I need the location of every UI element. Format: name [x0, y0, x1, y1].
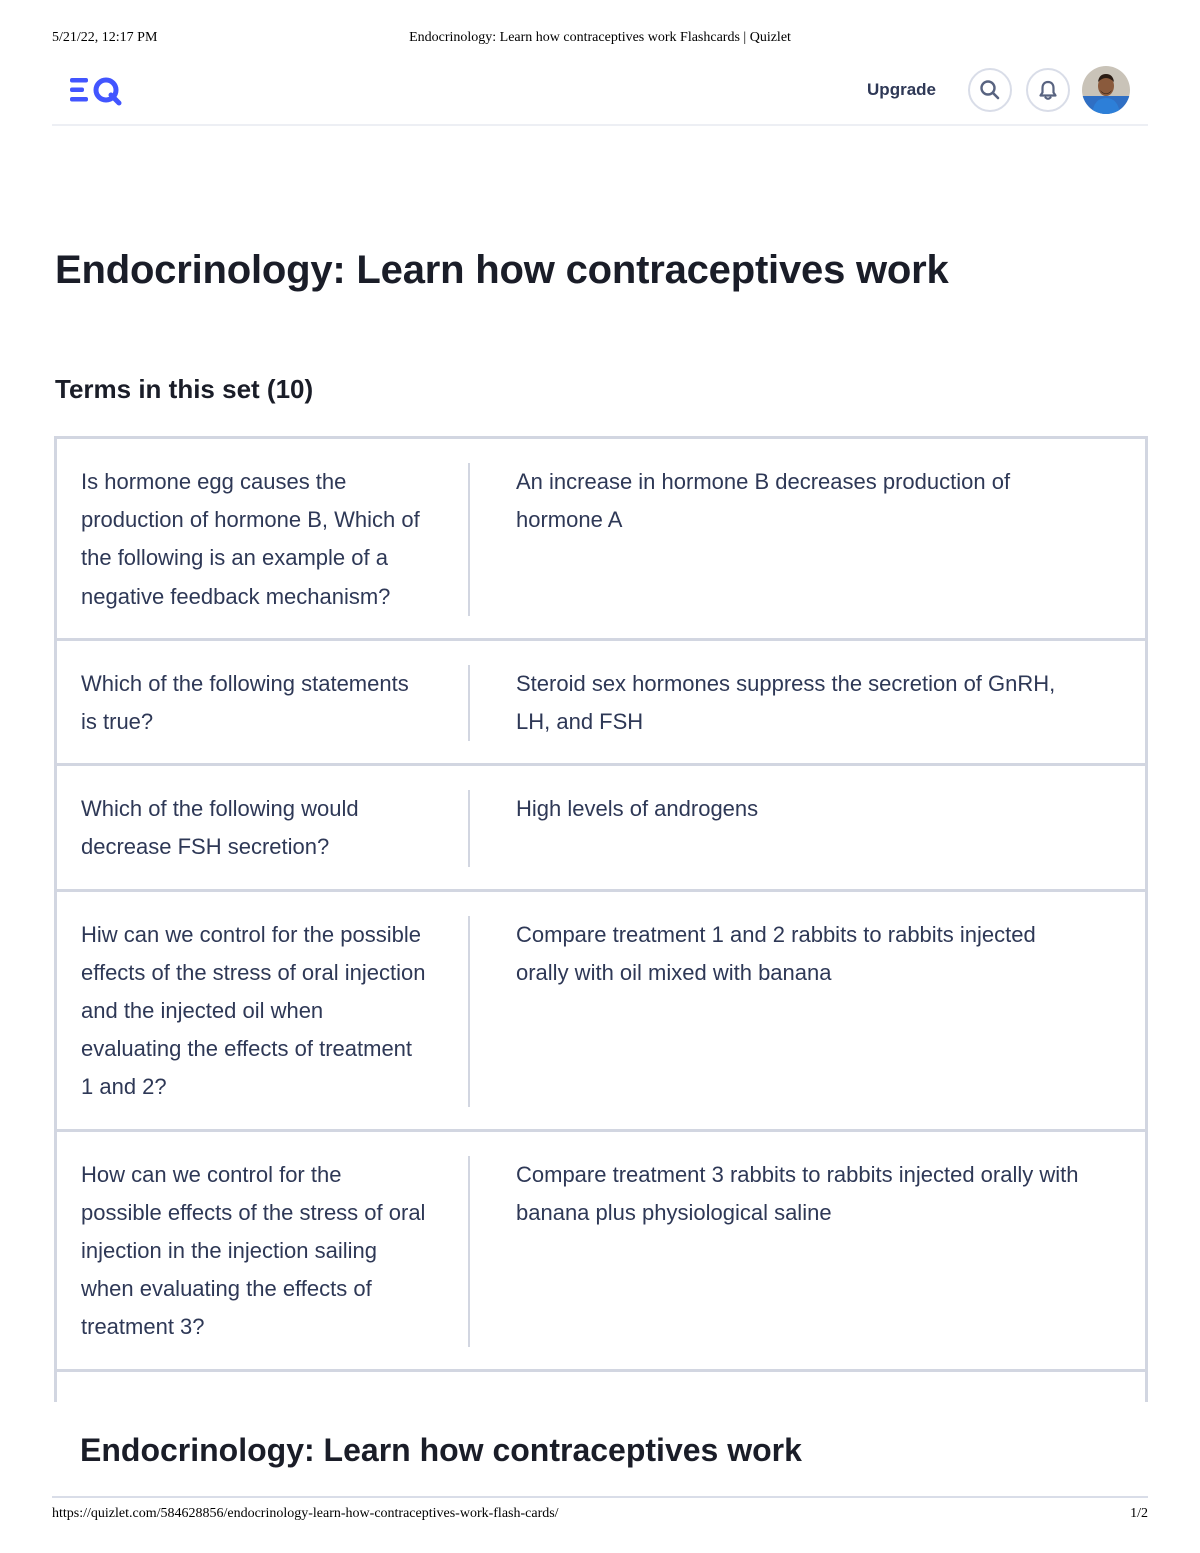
- print-url: https://quizlet.com/584628856/endocrinology-learn-how-contraceptives-work-flash-cards/: [52, 1506, 559, 1521]
- print-date: 5/21/22, 12:17 PM: [52, 30, 158, 45]
- footer-divider: [52, 1496, 1148, 1498]
- notifications-button[interactable]: [1026, 68, 1070, 112]
- search-icon: [979, 79, 1001, 101]
- set-title: Endocrinology: Learn how contraceptives work: [55, 248, 949, 292]
- print-page-title: Endocrinology: Learn how contraceptives work Flashcards | Quizlet: [409, 30, 791, 45]
- card-definition: Compare treatment 1 and 2 rabbits to rabbits injected orally with oil mixed with banana: [516, 921, 1036, 985]
- avatar[interactable]: [1082, 66, 1130, 114]
- card-term: How can we control for the possible effects of the stress of oral injection in the injection sailing when evaluating the effects of treatment 3?: [57, 1156, 470, 1347]
- flashcard-row: [57, 1132, 1145, 1372]
- card-definition: An increase in hormone B decreases production of hormone A: [516, 469, 1011, 533]
- flashcard-row: [57, 892, 1145, 1132]
- card-term: Hiw can we control for the possible effects of the stress of oral injection and the injected oil when evaluating the effects of treatment 1 and 2?: [57, 916, 470, 1107]
- card-definition: Compare treatment 3 rabbits to rabbits injected orally with banana plus physiological saline: [516, 1161, 1079, 1225]
- quizlet-logo-icon[interactable]: [68, 72, 128, 108]
- print-page-number: 1/2: [1130, 1506, 1148, 1521]
- card-definition: Steroid sex hormones suppress the secretion of GnRH, LH, and FSH: [516, 670, 1056, 735]
- flashcard-list: [54, 436, 1148, 1402]
- search-button[interactable]: [968, 68, 1012, 112]
- upgrade-button[interactable]: Upgrade: [867, 80, 936, 99]
- print-footer: [52, 1506, 1148, 1526]
- flashcard-row: [57, 641, 1145, 766]
- footer-set-title: Endocrinology: Learn how contraceptives work: [80, 1432, 802, 1468]
- flashcard-row: [57, 439, 1145, 641]
- card-definition: High levels of androgens: [516, 796, 759, 822]
- card-term: Is hormone egg causes the production of hormone B, Which of the following is an example of a negative feedback mechanism?: [57, 463, 470, 616]
- card-term: Which of the following would decrease FSH secretion?: [57, 790, 470, 866]
- print-header: [52, 30, 1148, 50]
- top-navigation-bar: [52, 62, 1148, 126]
- card-term: Which of the following statements is true?: [57, 665, 470, 741]
- bell-icon: [1037, 79, 1059, 101]
- flashcard-row: [57, 766, 1145, 891]
- terms-heading: Terms in this set (10): [55, 374, 314, 404]
